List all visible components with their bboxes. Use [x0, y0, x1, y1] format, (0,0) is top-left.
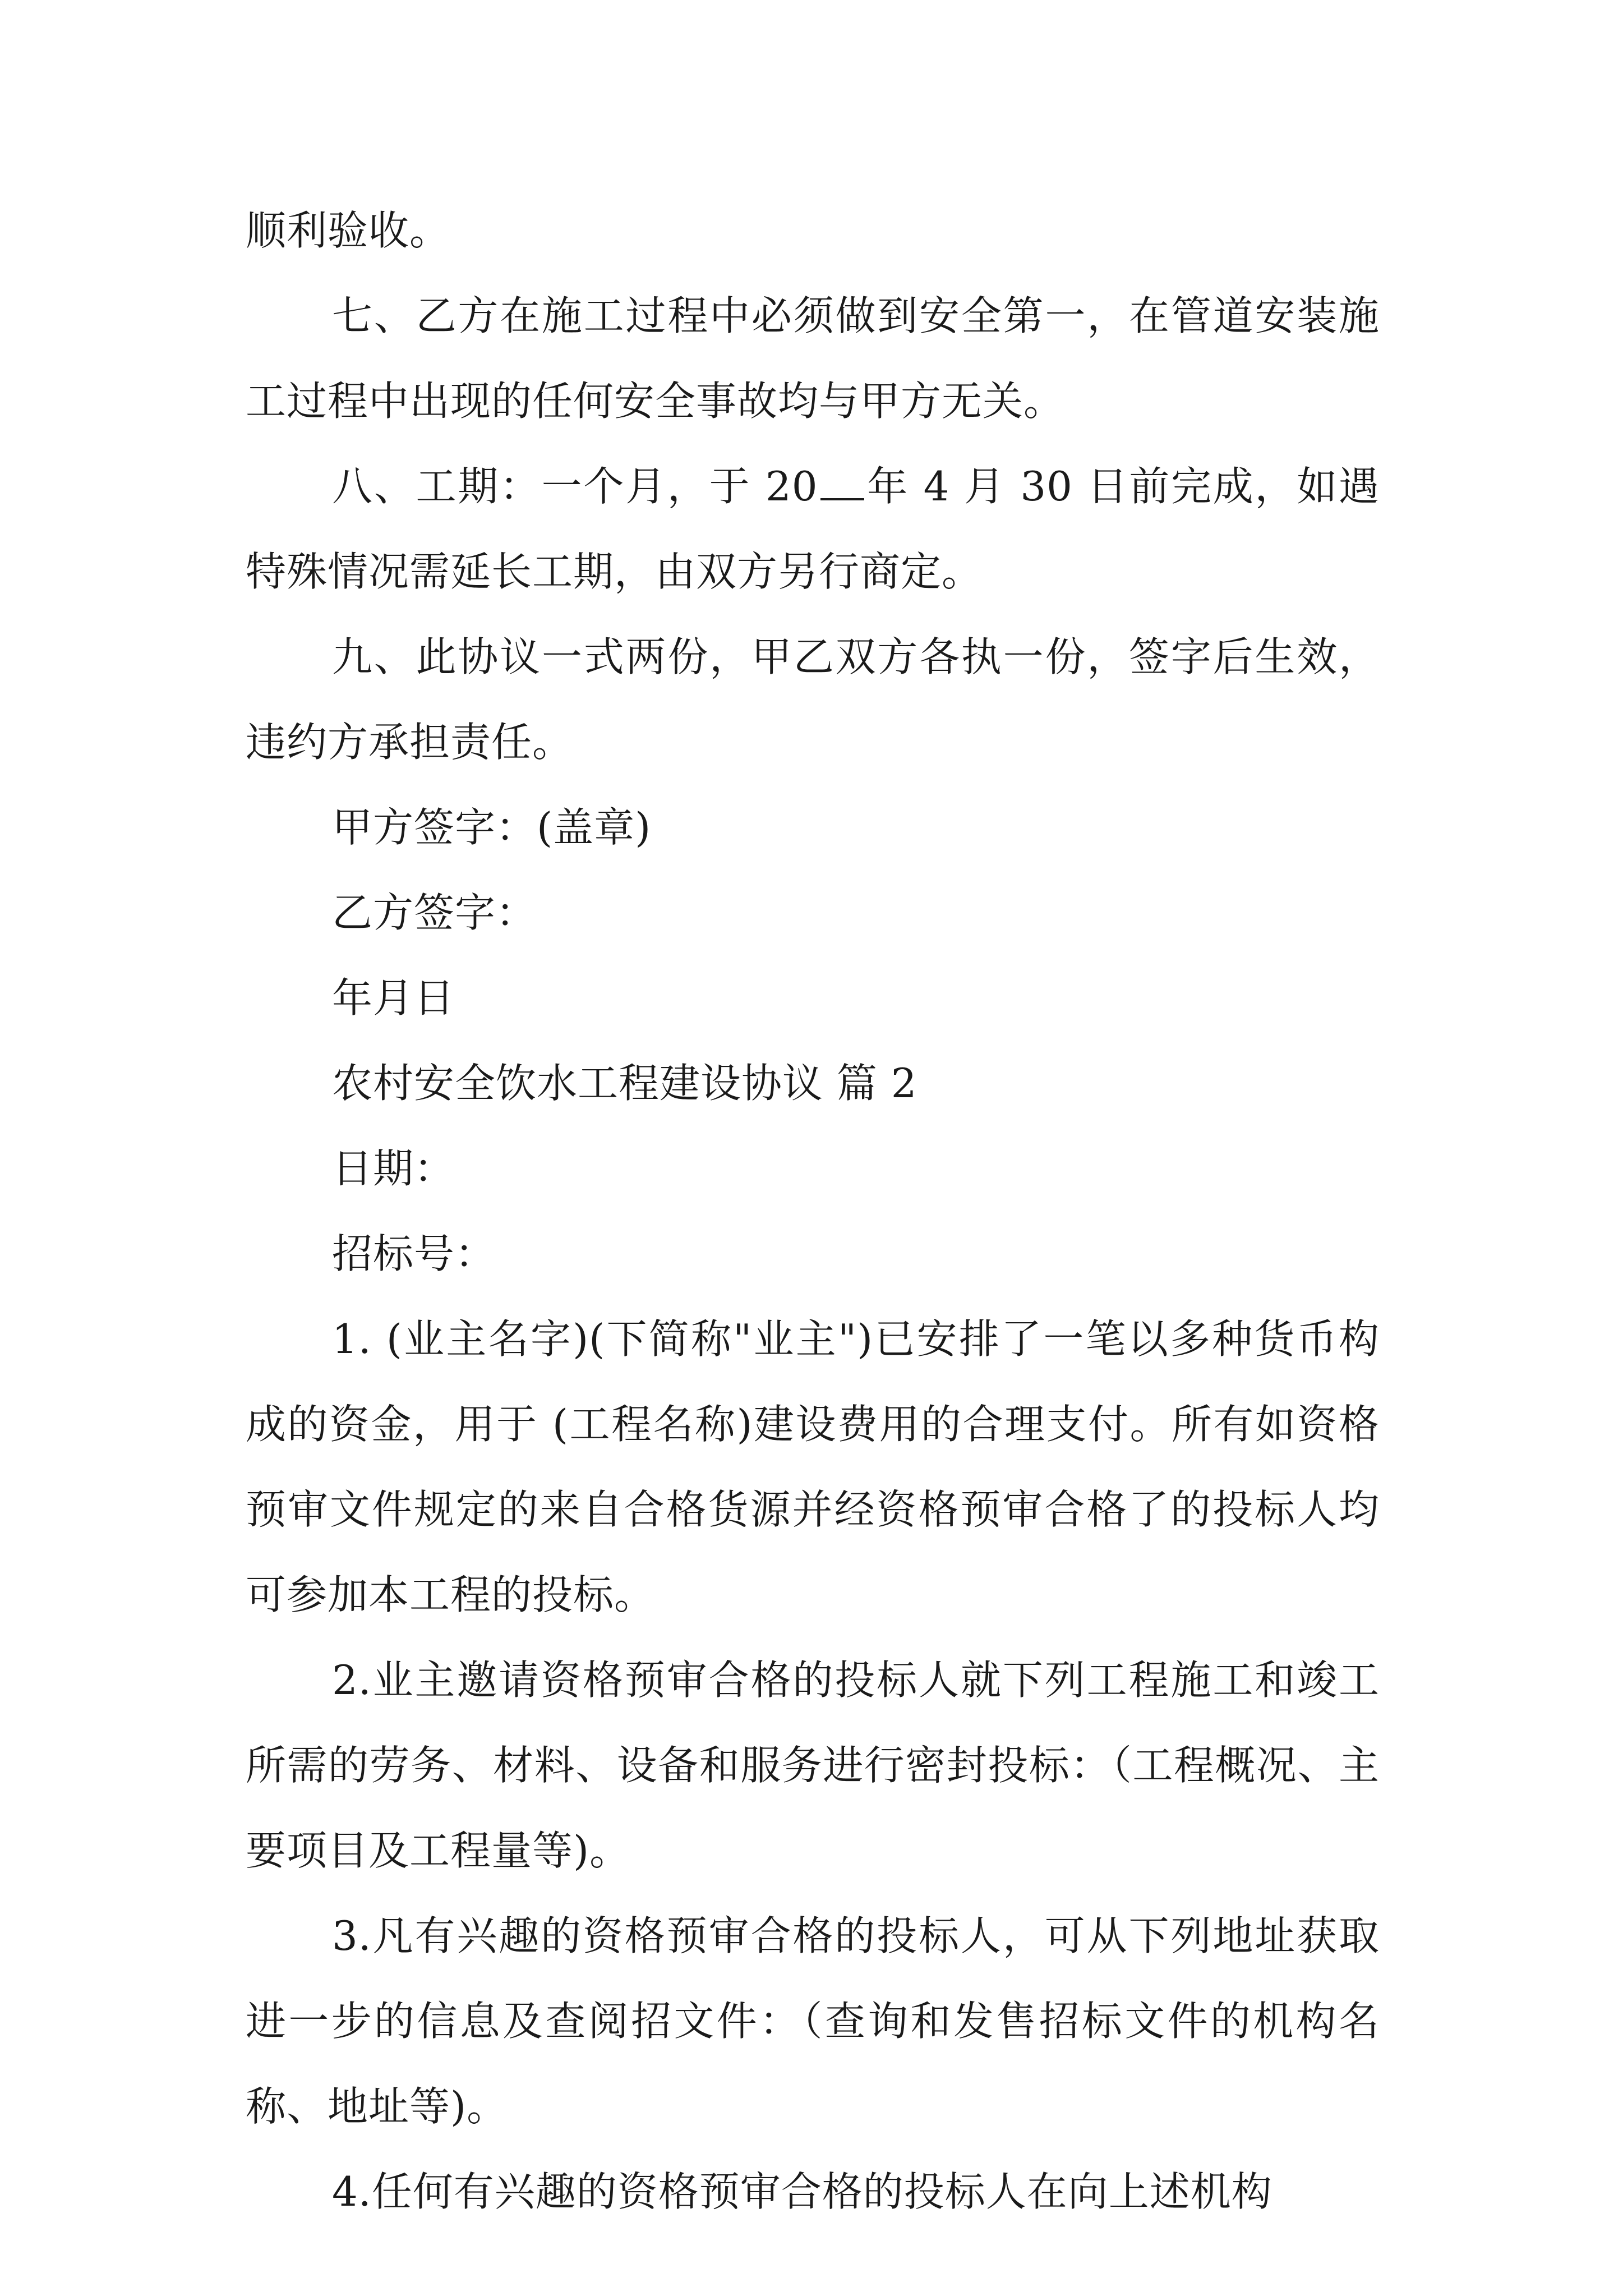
clause-8-text-end: 年 4 月 30 日前完成，如遇特殊情况需延长工期，由双方另行商定。 [246, 463, 1380, 595]
paragraph-clause-8 [246, 444, 1380, 614]
party-b-signature-line: 乙方签字： [332, 889, 537, 936]
year-blank-line [820, 467, 864, 500]
date-field: 日期： [332, 1145, 455, 1192]
section-title: 农村安全饮水工程建设协议 篇 2 [332, 1060, 917, 1107]
clause-8-text-start: 八、工期：一个月，于 20 [332, 463, 818, 510]
paragraph-clause-7: 七、乙方在施工过程中必须做到安全第一，在管道安装施工过程中出现的任何安全事故均与甲方无关。 [246, 292, 1380, 425]
paragraph-acceptance-end: 顺利验收。 [246, 207, 451, 254]
document-body [246, 188, 1380, 2234]
paragraph-item-4: 4.任何有兴趣的资格预审合格的投标人在向上述机构 [332, 2168, 1272, 2215]
party-a-signature-line: 甲方签字：(盖章) [332, 804, 652, 851]
date-line: 年月日 [332, 974, 455, 1022]
paragraph-clause-9: 九、此协议一式两份，甲乙双方各执一份，签字后生效，违约方承担责任。 [246, 633, 1380, 766]
paragraph-item-2: 2.业主邀请资格预审合格的投标人就下列工程施工和竣工所需的劳务、材料、设备和服务进行密封投标：（工程概况、主要项目及工程量等)。 [246, 1657, 1380, 1874]
paragraph-item-3: 3.凡有兴趣的资格预审合格的投标人，可从下列地址获取进一步的信息及查阅招文件：（查询和发售招标文件的机构名称、地址等)。 [246, 1912, 1380, 2130]
tender-number-field: 招标号： [332, 1230, 496, 1277]
paragraph-item-1: 1. (业主名字)(下简称"业主")已安排了一笔以多种货币构成的资金，用于 (工程名称)建设费用的合理支付。所有如资格预审文件规定的来自合格货源并经资格预审合格了的投标人均可参加本工程的投标。 [246, 1315, 1380, 1618]
